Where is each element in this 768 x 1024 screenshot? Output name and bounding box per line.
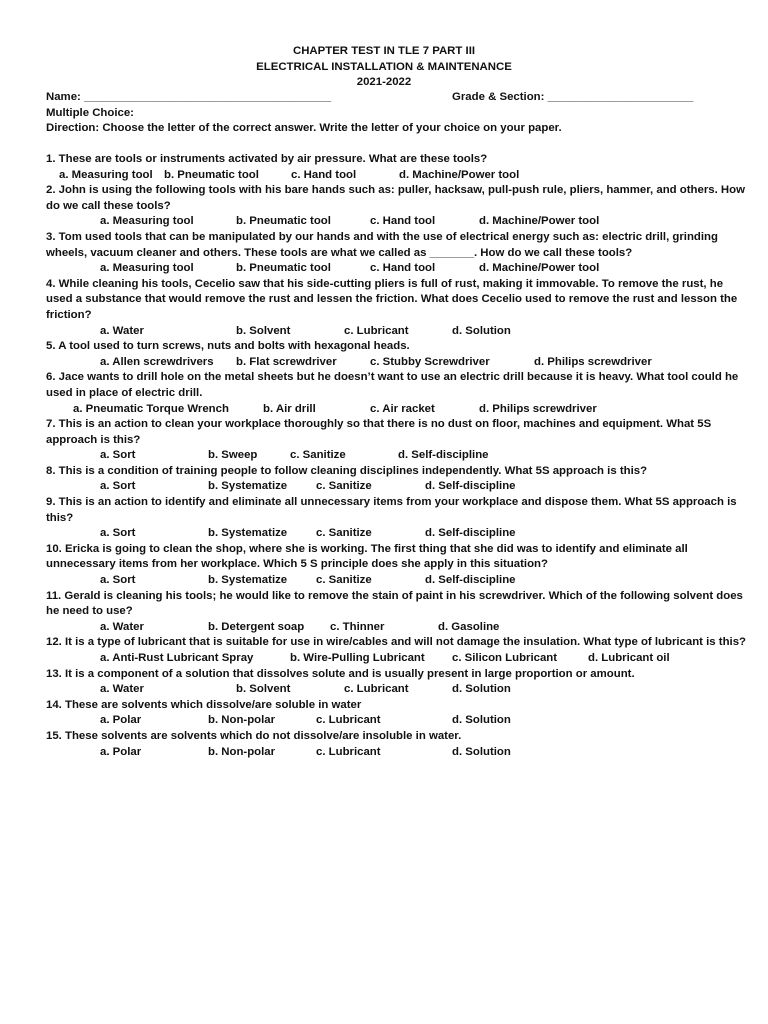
subject-title: ELECTRICAL INSTALLATION & MAINTENANCE — [256, 60, 512, 73]
option-d: d. Self-discipline — [425, 574, 516, 587]
student-info-row — [46, 90, 746, 106]
option-d: d. Lubricant oil — [588, 652, 670, 664]
option-b: b. Solvent — [236, 683, 291, 696]
option-c: c. Hand tool — [370, 215, 436, 228]
option-b: b. Solvent — [236, 324, 291, 337]
option-a: a. Sort — [100, 527, 136, 540]
option-a: a. Sort — [100, 449, 136, 462]
option-c: c. Air racket — [370, 402, 435, 415]
option-b: b. Pneumatic tool — [236, 262, 331, 275]
option-c: c. Lubricant — [344, 324, 409, 337]
question-text: 4. While cleaning his tools, Cecelio saw that his side-cutting pliers is full of rust, making it immovable. To remove the rust, he used a substance that would remove the rust and lessen the friction. What does Cecelio used to remove the rust and lesson the friction? — [46, 277, 738, 321]
document-header — [0, 44, 768, 91]
question-list — [46, 152, 746, 760]
option-d: d. Philips screwdriver — [534, 355, 652, 368]
option-b: b. Systematize — [208, 574, 288, 587]
option-a: a. Pneumatic Torque Wrench — [73, 402, 229, 415]
question-text: 10. Ericka is going to clean the shop, where she is working. The first thing that she did was to identify and eliminate all unnecessary items from her workplace. Which 5 S principle does she apply in this situation? — [46, 542, 688, 571]
answer-options — [100, 355, 746, 371]
section-title: Multiple Choice: — [46, 107, 134, 119]
answer-options — [100, 682, 746, 698]
option-d: d. Machine/Power tool — [479, 262, 600, 275]
answer-options — [100, 573, 746, 589]
option-b: b. Sweep — [208, 449, 258, 462]
option-d: d. Solution — [452, 683, 511, 696]
question-text: 12. It is a type of lubricant that is suitable for use in wire/cables and will not damage the insulation. What type of lubricant is this? — [46, 636, 747, 649]
question-text: 7. This is an action to clean your workplace thoroughly so that there is no dust on floor, machines and equipment. What 5S approach is this? — [46, 418, 712, 446]
question-text: 15. These solvents are solvents which do not dissolve/are insoluble in water. — [46, 729, 462, 742]
answer-options — [100, 651, 746, 667]
option-d: d. Solution — [452, 714, 511, 727]
answer-options — [73, 402, 746, 418]
option-a: a. Water — [100, 683, 144, 696]
option-d: d. Self-discipline — [425, 527, 516, 540]
option-d: d. Self-discipline — [398, 449, 489, 462]
option-b: b. Pneumatic tool — [236, 215, 331, 228]
question-text: 14. These are solvents which dissolve/are soluble in water — [46, 698, 362, 711]
option-a: a. Water — [100, 620, 144, 633]
question-text: 11. Gerald is cleaning his tools; he would like to remove the stain of paint in his screwdriver. Which of the following solvent does he need to use? — [46, 589, 743, 618]
option-b: b. Non-polar — [208, 714, 276, 727]
option-c: c. Silicon Lubricant — [452, 652, 558, 664]
option-c: c. Thinner — [330, 620, 385, 633]
option-a: a. Sort — [100, 480, 136, 493]
question-text: 13. It is a component of a solution that dissolves solute and is usually present in large proportion or amount. — [46, 667, 635, 680]
option-a: a. Measuring tool — [59, 168, 153, 181]
answer-options — [59, 168, 746, 184]
question-text: 3. Tom used tools that can be manipulated by our hands and with the use of electrical energy such as: electric drill, grinding wheels, vacuum cleaner and others. These tools are what we called as _______. How do we call these tools? — [46, 230, 718, 259]
option-d: d. Machine/Power tool — [479, 215, 600, 228]
option-d: d. Gasoline — [438, 620, 500, 633]
option-a: a. Sort — [100, 574, 136, 587]
option-a: a. Measuring tool — [100, 262, 194, 275]
option-b: b. Systematize — [208, 480, 288, 493]
option-d: d. Self-discipline — [425, 480, 516, 493]
question-text: 1. These are tools or instruments activated by air pressure. What are these tools? — [46, 153, 488, 165]
question-text: 5. A tool used to turn screws, nuts and bolts with hexagonal heads. — [46, 340, 410, 353]
answer-options — [100, 214, 746, 230]
option-a: a. Polar — [100, 714, 142, 727]
option-b: b. Wire-Pulling Lubricant — [290, 652, 425, 664]
option-b: b. Detergent soap — [208, 620, 305, 633]
answer-options — [100, 526, 746, 542]
option-d: d. Machine/Power tool — [399, 168, 520, 181]
answer-options — [100, 479, 746, 495]
option-c: c. Lubricant — [344, 683, 409, 696]
option-c: c. Hand tool — [291, 168, 357, 181]
answer-options — [100, 324, 746, 340]
option-a: a. Anti-Rust Lubricant Spray — [100, 652, 254, 664]
option-c: c. Sanitize — [316, 480, 372, 493]
answer-options — [100, 713, 746, 729]
option-a: a. Allen screwdrivers — [100, 355, 214, 368]
option-c: c. Sanitize — [316, 527, 372, 540]
option-a: a. Polar — [100, 745, 142, 758]
question-text: 2. John is using the following tools with his bare hands such as: puller, hacksaw, pull-push rule, pliers, hammer, and others. How do we call these tools? — [46, 184, 745, 212]
test-title: CHAPTER TEST IN TLE 7 PART III — [292, 45, 476, 57]
option-c: c. Lubricant — [316, 714, 381, 727]
option-a: a. Measuring tool — [100, 215, 194, 228]
answer-options — [100, 745, 746, 761]
direction-text: Direction: Choose the letter of the correct answer. Write the letter of your choice on your paper. — [46, 122, 562, 134]
answer-options — [100, 620, 746, 636]
grade-section-field: Grade & Section: _______________________ — [452, 91, 694, 103]
question-text: 8. This is a condition of training people to follow cleaning disciplines independently. What 5S approach is this? — [46, 464, 648, 477]
option-d: d. Solution — [452, 745, 511, 758]
option-b: b. Pneumatic tool — [164, 168, 259, 181]
school-year: 2021-2022 — [356, 76, 412, 89]
option-c: c. Hand tool — [370, 262, 436, 275]
option-b: b. Flat screwdriver — [236, 355, 337, 368]
option-b: b. Non-polar — [208, 745, 276, 758]
option-b: b. Air drill — [263, 402, 316, 415]
question-text: 6. Jace wants to drill hole on the metal sheets but he doesn’t want to use an electric drill because it is heavy. What tool could he used in place of electric drill. — [46, 371, 739, 399]
option-a: a. Water — [100, 324, 144, 337]
option-c: c. Stubby Screwdriver — [370, 355, 490, 368]
option-c: c. Sanitize — [290, 449, 346, 462]
answer-options — [100, 261, 746, 277]
option-c: c. Lubricant — [316, 745, 381, 758]
answer-options — [100, 448, 746, 464]
option-d: d. Philips screwdriver — [479, 402, 597, 415]
option-d: d. Solution — [452, 324, 511, 337]
option-c: c. Sanitize — [316, 574, 372, 587]
name-field: Name: _______________________________________ — [46, 91, 332, 103]
option-b: b. Systematize — [208, 527, 288, 540]
question-text: 9. This is an action to identify and eliminate all unnecessary items from your workplace and dispose them. What 5S approach is this? — [46, 496, 737, 524]
